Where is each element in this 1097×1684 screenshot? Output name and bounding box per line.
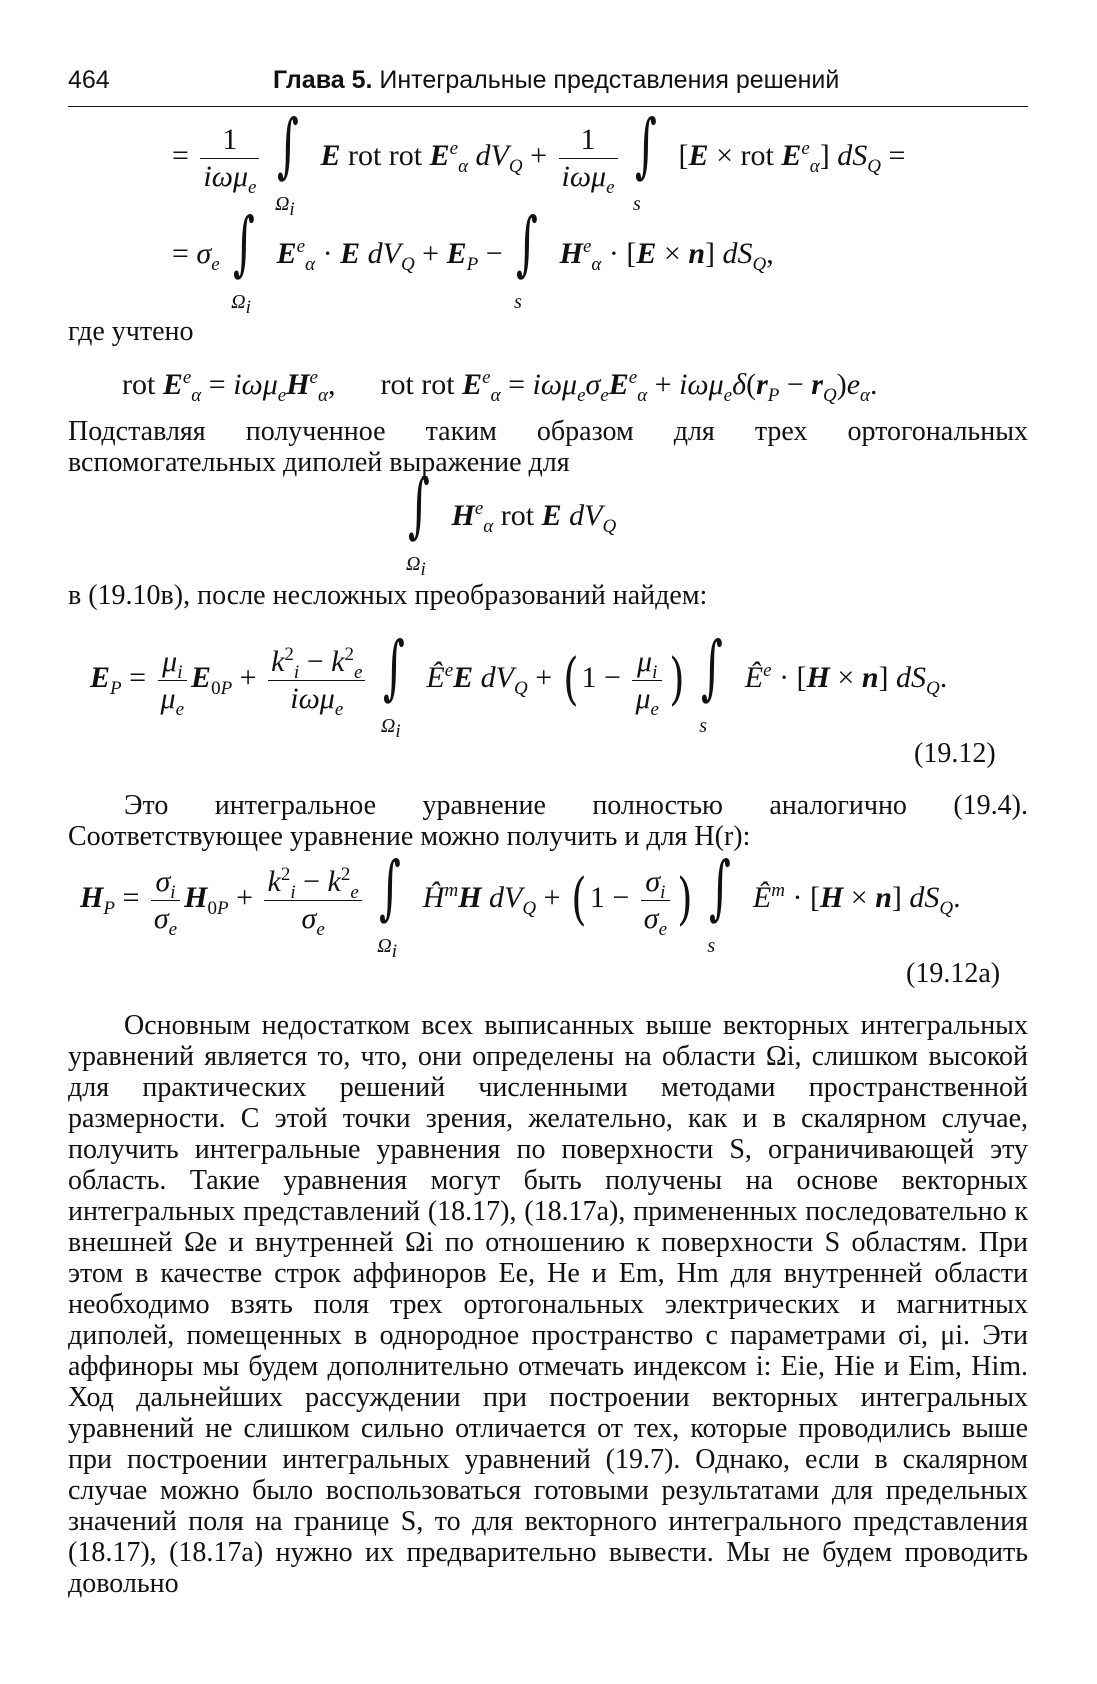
paragraph-substituting: Подставляя полученное таким образом для трех ортогональных вспомогательных диполей выражение для <box>68 416 1028 478</box>
chapter-title: Интегральные представления решений <box>379 66 840 94</box>
page-number: 464 <box>68 66 110 94</box>
running-header <box>68 62 1028 107</box>
equation-2: = $\sigma_e$ ∫ $\Omega_i$ $E^e_\alpha \cdot E$ $dV_Q + E_P$ − ∫ s $H^e_\alpha \cdot [E \times n]$ $dS_Q$, <box>172 202 774 318</box>
paragraph-after-transform: в (19.10в), после несложных преобразований найдем: <box>68 580 708 611</box>
chapter-heading <box>273 66 839 95</box>
equation-hp: $H_P$ = $\frac{\sigma_i}{\sigma_e}$ $H_{0P}$ + $\frac{k^2_i - k^2_e}{\sigma_e}$ ∫ $\Omega_i$ $Ĥ^mH$ $dV_Q$ + ( 1 − $\frac{\sigma_i}{\sigma_e}$ ) ∫ s $Ê^m \cdot [H \times n]$ $dS_Q$. <box>80 846 961 962</box>
paragraph-main-drawback: Основным недостатком всех выписанных выше векторных интегральных уравнений является то, что, они определены на области Ωi, слишком высокой для практических решений численными методами пространственной размерности. С этой точки зрения, желательно, как и в скалярном случае, получить интегральные уравнения по поверхности S, ограничивающей эту область. Такие уравнения могут быть получены на основе векторных интегральных представлений (18.17), (18.17a), примененных последовательно к внешней Ωe и внутренней Ωi по отношению к поверхности S областям. При этом в качестве строк аффиноров Ee, He и Em, Hm для внутренней области необходимо взять поля трех ортогональных электрических и магнитных диполей, помещенных в однородное пространство с параметрами σi, μi. Эти аффиноры мы будем дополнительно отмечать индексом i: Eie, Hie и Eim, Him. Ход дальнейших рассуждении при построении векторных интегральных уравнений не слишком сильно отличается от тех, которые проводились выше при построении интегральных уравнений (19.7). Однако, если в скалярном случае можно было воспользоваться готовыми результатами для предельных значений поля на границе S, то для векторного интегрального представления (18.17), (18.17a) нужно их предварительно вывести. Мы не будем проводить довольно <box>68 1010 1028 1599</box>
chapter-label: Глава 5. <box>273 66 373 94</box>
equation-number-19-12a: (19.12a) <box>906 958 1001 989</box>
equation-rot: rot $E^e_\alpha = i\omega\mu_eH^e_\alpha$, rot rot $E^e_\alpha = i\omega\mu_e\sigma_eE^e_\alpha + i\omega\mu_e\delta(r_P - r_Q)e_\alpha$. <box>122 367 878 406</box>
equation-ep: $E_P$ = $\frac{\mu_i}{\mu_e}$ $E_{0P}$ + $\frac{k^2_i - k^2_e}{i\omega\mu_e}$ ∫ $\Omega_i$ $Ê^eE$ $dV_Q$ + ( 1 − $\frac{\mu_i}{\mu_e}$ ) ∫ s $Ê^e \cdot [H \times n]$ $dS_Q$. <box>90 626 948 742</box>
equation-number-19-12: (19.12) <box>914 738 996 769</box>
equation-integral-h: ∫ $\Omega_i$ $H^e_\alpha$ rot E $dV_Q$ <box>406 464 617 580</box>
paragraph-analogous: Это интегральное уравнение полностью аналогично (19.4). Соответствующее уравнение можно получить и для H(r): <box>68 790 1028 852</box>
where-accounted-label: где учтено <box>68 316 194 347</box>
equation-1: = $\frac{1}{i\omega\mu_e}$ ∫ $\Omega_i$ E rot rot $E^e_\alpha$ $dV_Q$ + $\frac{1}{i\omega\mu_e}$ ∫ s [E × rot $E^e_\alpha$] $dS_Q$ = <box>172 104 906 220</box>
